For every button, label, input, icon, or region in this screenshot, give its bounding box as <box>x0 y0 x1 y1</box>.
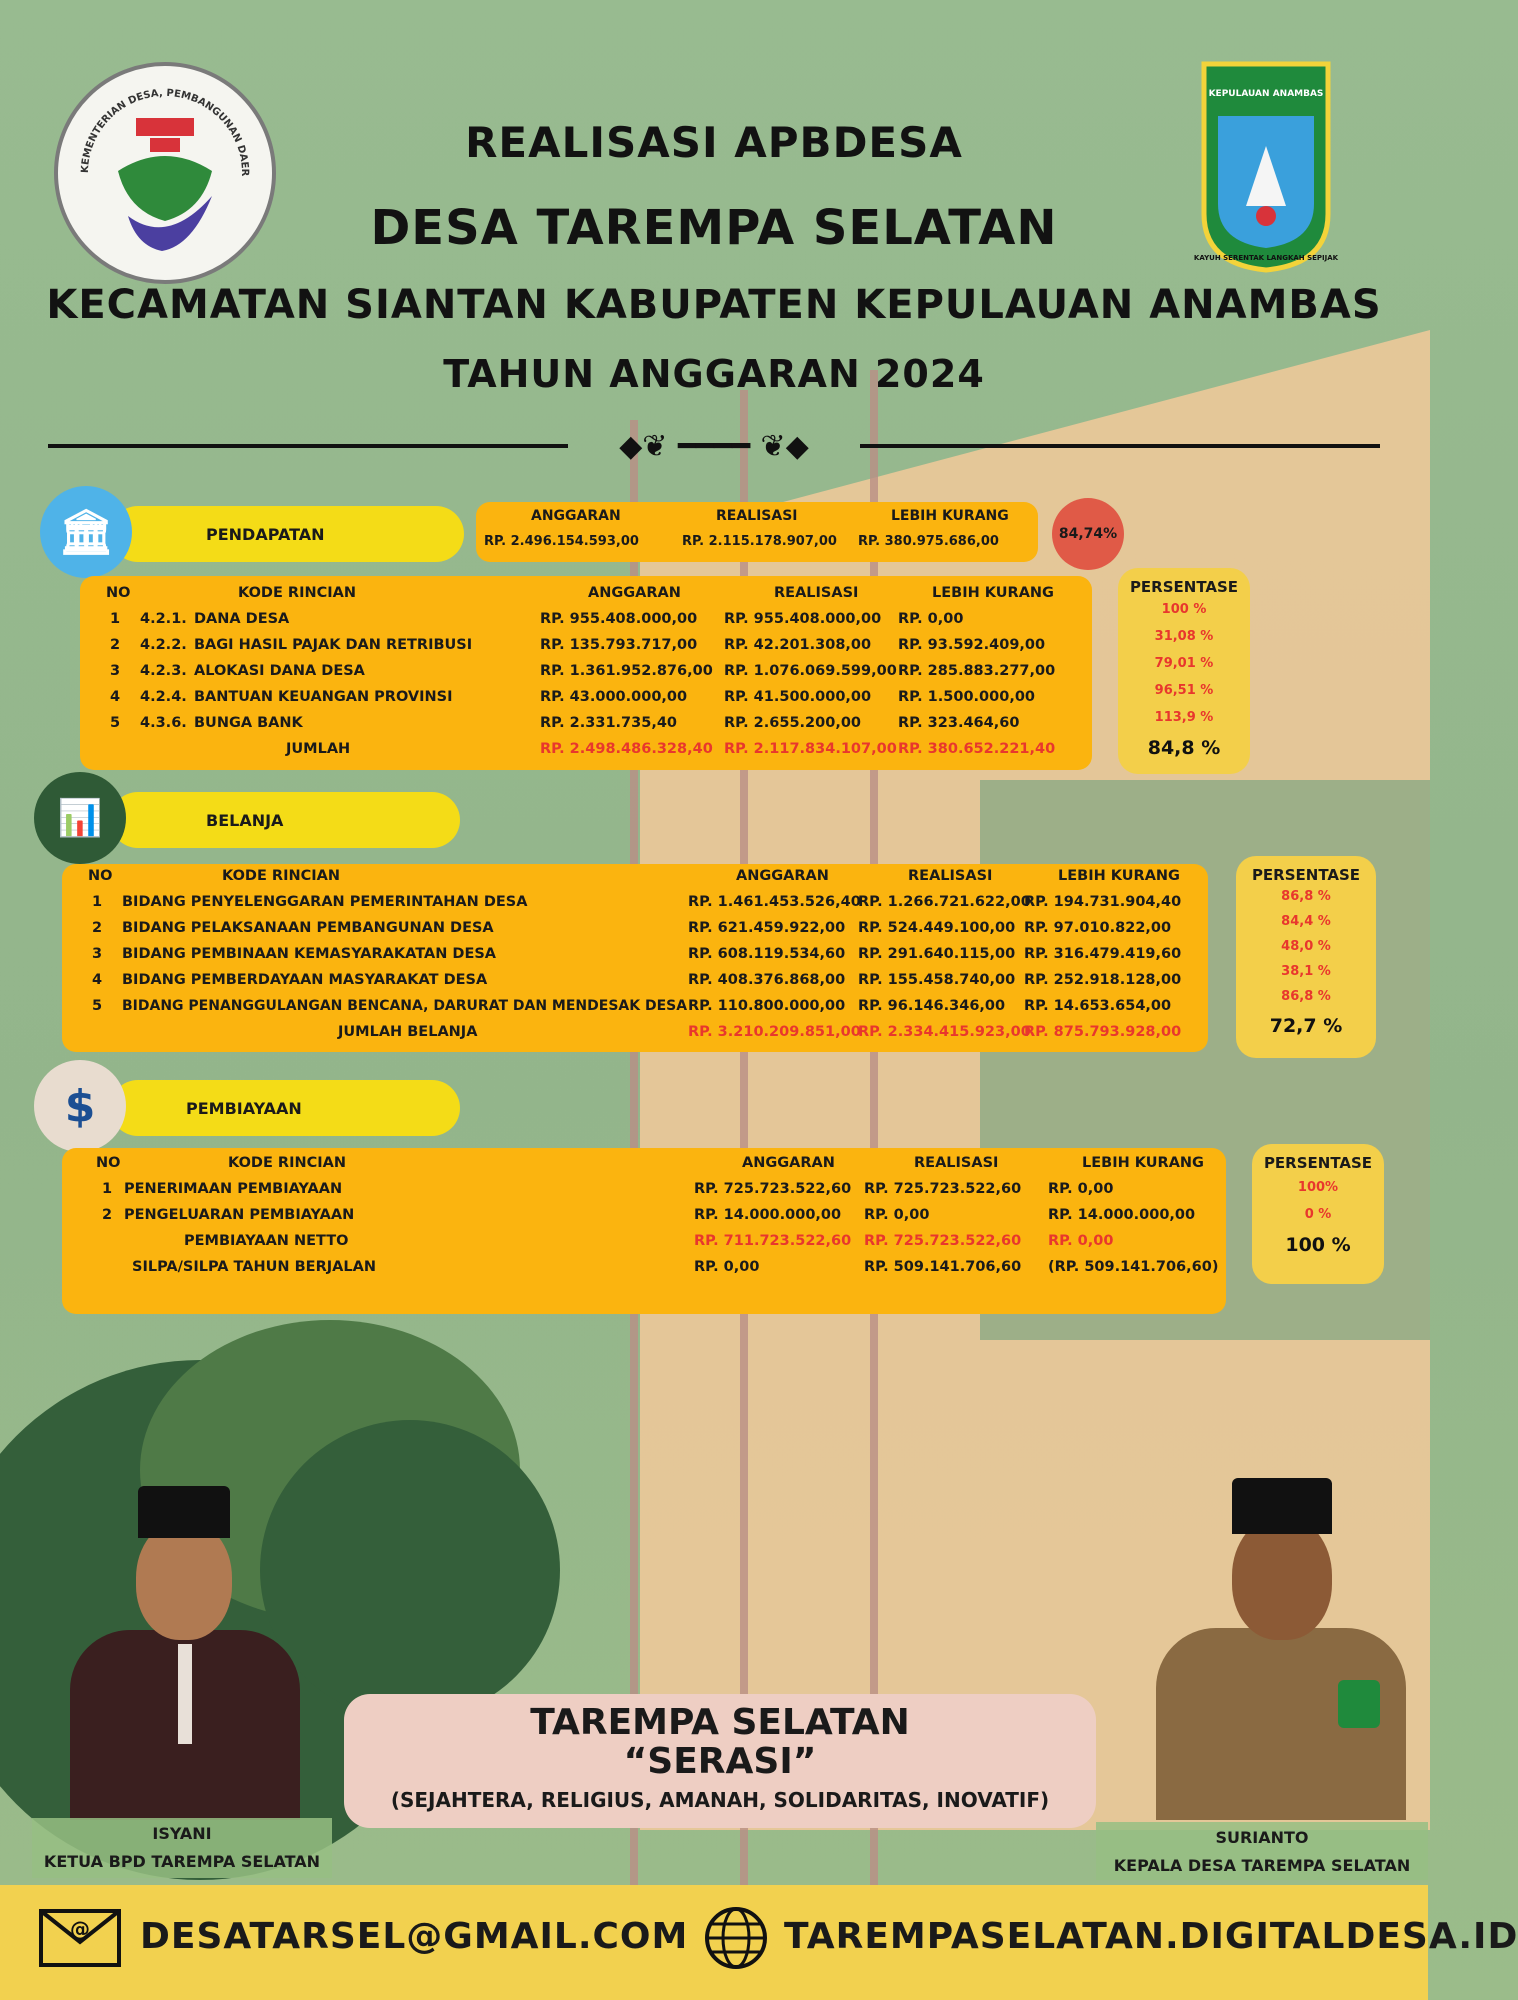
pendapatan-summary <box>476 502 1038 562</box>
pembiayaan-percentage-box <box>1252 1144 1384 1284</box>
row-no: 5 <box>110 715 121 731</box>
ketua-bpd-caption <box>32 1818 332 1878</box>
row-realisasi: RP. 42.201.308,00 <box>724 637 872 653</box>
row-realisasi: RP. 524.449.100,00 <box>858 920 1016 936</box>
row-nama: PENERIMAAN PEMBIAYAAN <box>124 1181 343 1197</box>
percentage-value: 0 % <box>1304 1207 1332 1222</box>
row-lebih: RP. 0,00 <box>1048 1181 1114 1197</box>
row-kode: 4.2.4. <box>140 689 187 705</box>
email-icon <box>38 1908 122 1968</box>
row-no: 1 <box>110 611 121 627</box>
table-row <box>80 606 1092 632</box>
col-realisasi: REALISASI <box>774 585 859 601</box>
percentage-value: 48,0 % <box>1281 939 1331 954</box>
row-nama: BIDANG PEMBERDAYAAN MASYARAKAT DESA <box>122 972 488 988</box>
table-row <box>62 889 1208 915</box>
table-row <box>80 658 1092 684</box>
total-realisasi: RP. 2.117.834.107,00 <box>724 741 897 757</box>
row-realisasi: RP. 1.266.721.622,00 <box>858 894 1031 910</box>
section-belanja-title: BELANJA <box>206 810 284 830</box>
table-row <box>62 1176 1226 1202</box>
table-row <box>80 632 1092 658</box>
total-label: JUMLAH BELANJA <box>338 1024 478 1040</box>
row-lebih: RP. 14.653.654,00 <box>1024 998 1172 1014</box>
motto-title: TAREMPA SELATAN <box>530 1702 910 1743</box>
row-anggaran: RP. 608.119.534,60 <box>688 946 846 962</box>
netto-anggaran: RP. 711.723.522,60 <box>694 1233 852 1249</box>
col-no: NO <box>96 1155 121 1171</box>
col-anggaran: ANGGARAN <box>588 585 681 601</box>
percentage-value: 86,8 % <box>1281 889 1331 904</box>
section-pembiayaan-header <box>110 1080 460 1136</box>
row-nama: BIDANG PENYELENGGARAN PEMERINTAHAN DESA <box>122 894 528 910</box>
row-anggaran: RP. 408.376.868,00 <box>688 972 846 988</box>
section-pendapatan-title: PENDAPATAN <box>206 524 325 544</box>
row-realisasi: RP. 155.458.740,00 <box>858 972 1016 988</box>
row-realisasi: RP. 41.500.000,00 <box>724 689 872 705</box>
total-label: JUMLAH <box>286 741 351 757</box>
col-anggaran: ANGGARAN <box>742 1155 835 1171</box>
belanja-table <box>62 863 1208 1045</box>
footer-email[interactable]: DESATARSEL@GMAIL.COM <box>140 1916 689 1957</box>
row-kode: 4.3.6. <box>140 715 187 731</box>
photo-kepala-desa <box>1140 1470 1420 1820</box>
col-kode: KODE RINCIAN <box>238 585 356 601</box>
netto-lebih: RP. 0,00 <box>1048 1233 1114 1249</box>
pendapatan-summary-percent: 84,74% <box>1052 498 1124 570</box>
table-total-row <box>80 736 1092 762</box>
total-realisasi: RP. 2.334.415.923,00 <box>858 1024 1031 1040</box>
row-anggaran: RP. 725.723.522,60 <box>694 1181 852 1197</box>
section-pendapatan-header <box>110 506 464 562</box>
row-lebih: RP. 285.883.277,00 <box>898 663 1056 679</box>
row-nama: BANTUAN KEUANGAN PROVINSI <box>194 689 453 705</box>
table-silpa-row <box>62 1254 1226 1280</box>
percentage-total: 72,7 % <box>1269 1015 1343 1037</box>
total-anggaran: RP. 3.210.209.851,00 <box>688 1024 861 1040</box>
percentage-value: 84,4 % <box>1281 914 1331 929</box>
col-no: NO <box>106 585 131 601</box>
percentage-total: 84,8 % <box>1147 737 1221 759</box>
table-row <box>80 684 1092 710</box>
globe-icon <box>704 1906 768 1970</box>
ketua-bpd-name: ISYANI <box>152 1824 212 1843</box>
row-nama: ALOKASI DANA DESA <box>194 663 365 679</box>
row-nama: BUNGA BANK <box>194 715 303 731</box>
table-total-row <box>62 1019 1208 1045</box>
silpa-label: SILPA/SILPA TAHUN BERJALAN <box>132 1259 376 1275</box>
pendapatan-percentage-box <box>1118 568 1250 774</box>
table-header-row <box>62 863 1208 889</box>
row-lebih: RP. 316.479.419,60 <box>1024 946 1182 962</box>
row-kode: 4.2.1. <box>140 611 187 627</box>
percentage-value: 113,9 % <box>1154 710 1214 725</box>
row-no: 2 <box>110 637 121 653</box>
silpa-anggaran: RP. 0,00 <box>694 1259 760 1275</box>
summary-lebih-value: RP. 380.975.686,00 <box>858 534 999 549</box>
pendapatan-table <box>80 580 1092 762</box>
row-nama: BIDANG PENANGGULANGAN BENCANA, DARURAT DAN MENDESAK DESA <box>122 998 688 1014</box>
row-nama: BIDANG PEMBINAAN KEMASYARAKATAN DESA <box>122 946 497 962</box>
anambas-logo-top-text: KEPULAUAN ANAMBAS <box>1208 89 1324 99</box>
silpa-lebih: (RP. 509.141.706,60) <box>1048 1259 1219 1275</box>
row-lebih: RP. 93.592.409,00 <box>898 637 1046 653</box>
percentage-value: 86,8 % <box>1281 989 1331 1004</box>
title-line-1: REALISASI APBDESA <box>465 118 963 167</box>
table-row <box>62 993 1208 1019</box>
summary-lebih-header: LEBIH KURANG <box>891 508 1009 524</box>
row-realisasi: RP. 955.408.000,00 <box>724 611 882 627</box>
netto-label: PEMBIAYAAN NETTO <box>184 1233 349 1249</box>
title-line-4: TAHUN ANGGARAN 2024 <box>443 352 985 396</box>
percentage-header: PERSENTASE <box>1263 1154 1373 1172</box>
col-no: NO <box>88 868 113 884</box>
percentage-total: 100 % <box>1285 1234 1351 1256</box>
motto-box <box>344 1694 1096 1828</box>
row-anggaran: RP. 43.000.000,00 <box>540 689 688 705</box>
row-kode: 4.2.2. <box>140 637 187 653</box>
dollar-hand-icon: $ <box>34 1060 126 1152</box>
footer-website[interactable]: TAREMPASELATAN.DIGITALDESA.ID <box>784 1916 1518 1957</box>
row-no: 4 <box>92 972 103 988</box>
table-row <box>62 915 1208 941</box>
col-anggaran: ANGGARAN <box>736 868 829 884</box>
col-lebih: LEBIH KURANG <box>932 585 1054 601</box>
col-kode: KODE RINCIAN <box>222 868 340 884</box>
row-lebih: RP. 0,00 <box>898 611 964 627</box>
netto-realisasi: RP. 725.723.522,60 <box>864 1233 1022 1249</box>
row-no: 1 <box>92 894 103 910</box>
row-no: 2 <box>102 1207 113 1223</box>
row-no: 1 <box>102 1181 113 1197</box>
row-anggaran: RP. 14.000.000,00 <box>694 1207 842 1223</box>
row-realisasi: RP. 1.076.069.599,00 <box>724 663 897 679</box>
row-realisasi: RP. 725.723.522,60 <box>864 1181 1022 1197</box>
kepala-desa-role: KEPALA DESA TAREMPA SELATAN <box>1113 1856 1411 1875</box>
percentage-value: 31,08 % <box>1154 629 1214 644</box>
motto-slogan: “SERASI” <box>623 1741 817 1782</box>
row-realisasi: RP. 0,00 <box>864 1207 930 1223</box>
belanja-percentage-box <box>1236 856 1376 1058</box>
row-no: 5 <box>92 998 103 1014</box>
total-anggaran: RP. 2.498.486.328,40 <box>540 741 713 757</box>
row-lebih: RP. 1.500.000,00 <box>898 689 1036 705</box>
motto-expansion: (SEJAHTERA, RELIGIUS, AMANAH, SOLIDARITAS, INOVATIF) <box>390 1788 1050 1812</box>
table-row <box>80 710 1092 736</box>
row-anggaran: RP. 1.361.952.876,00 <box>540 663 713 679</box>
row-no: 3 <box>110 663 121 679</box>
row-nama: PENGELUARAN PEMBIAYAAN <box>124 1207 355 1223</box>
row-lebih: RP. 97.010.822,00 <box>1024 920 1172 936</box>
percentage-value: 100% <box>1297 1180 1339 1195</box>
summary-realisasi-value: RP. 2.115.178.907,00 <box>682 534 837 549</box>
percentage-header: PERSENTASE <box>1129 578 1239 596</box>
row-nama: DANA DESA <box>194 611 290 627</box>
photo-ketua-bpd <box>50 1480 320 1820</box>
row-anggaran: RP. 135.793.717,00 <box>540 637 698 653</box>
silpa-realisasi: RP. 509.141.706,60 <box>864 1259 1022 1275</box>
pembiayaan-table <box>62 1150 1226 1280</box>
col-lebih: LEBIH KURANG <box>1082 1155 1204 1171</box>
row-realisasi: RP. 2.655.200,00 <box>724 715 862 731</box>
title-line-3: KECAMATAN SIANTAN KABUPATEN KEPULAUAN ANAMBAS <box>46 282 1382 328</box>
percentage-header: PERSENTASE <box>1251 866 1361 884</box>
row-kode: 4.2.3. <box>140 663 187 679</box>
total-lebih: RP. 380.652.221,40 <box>898 741 1056 757</box>
row-lebih: RP. 14.000.000,00 <box>1048 1207 1196 1223</box>
table-row <box>62 967 1208 993</box>
table-row <box>62 941 1208 967</box>
col-lebih: LEBIH KURANG <box>1058 868 1180 884</box>
row-nama: BAGI HASIL PAJAK DAN RETRIBUSI <box>194 637 473 653</box>
row-no: 4 <box>110 689 121 705</box>
percentage-value: 79,01 % <box>1154 656 1214 671</box>
kepala-desa-caption <box>1096 1822 1428 1880</box>
table-header-row <box>62 1150 1226 1176</box>
bank-icon: 🏛 <box>40 486 132 578</box>
row-nama: BIDANG PELAKSANAAN PEMBANGUNAN DESA <box>122 920 494 936</box>
summary-realisasi-header: REALISASI <box>716 508 798 524</box>
summary-anggaran-value: RP. 2.496.154.593,00 <box>484 534 639 549</box>
col-realisasi: REALISASI <box>908 868 993 884</box>
col-realisasi: REALISASI <box>914 1155 999 1171</box>
row-anggaran: RP. 621.459.922,00 <box>688 920 846 936</box>
title-line-2: DESA TAREMPA SELATAN <box>370 200 1058 256</box>
ketua-bpd-role: KETUA BPD TAREMPA SELATAN <box>43 1852 321 1871</box>
percentage-value: 96,51 % <box>1154 683 1214 698</box>
row-realisasi: RP. 291.640.115,00 <box>858 946 1016 962</box>
summary-anggaran-header: ANGGARAN <box>531 508 621 524</box>
row-lebih: RP. 252.918.128,00 <box>1024 972 1182 988</box>
svg-text:@: @ <box>70 1917 90 1941</box>
section-belanja-header <box>110 792 460 848</box>
row-realisasi: RP. 96.146.346,00 <box>858 998 1006 1014</box>
kepala-desa-name: SURIANTO <box>1215 1828 1309 1847</box>
kemendesa-logo-text: KEMENTERIAN DESA, PEMBANGUNAN DAER <box>79 87 251 177</box>
divider-ornament: ◆❦ ━━━━ ❦◆ <box>619 429 809 464</box>
table-header-row <box>80 580 1092 606</box>
row-anggaran: RP. 1.461.453.526,40 <box>688 894 861 910</box>
table-row <box>62 1202 1226 1228</box>
percentage-value: 100 % <box>1161 602 1207 617</box>
total-lebih: RP. 875.793.928,00 <box>1024 1024 1182 1040</box>
row-lebih: RP. 323.464,60 <box>898 715 1020 731</box>
shopping-chart-icon: 📊 <box>34 772 126 864</box>
percentage-value: 38,1 % <box>1281 964 1331 979</box>
row-anggaran: RP. 955.408.000,00 <box>540 611 698 627</box>
col-kode: KODE RINCIAN <box>228 1155 346 1171</box>
section-pembiayaan-title: PEMBIAYAAN <box>186 1098 302 1118</box>
table-netto-row <box>62 1228 1226 1254</box>
anambas-logo-motto: KAYUH SERENTAK LANGKAH SEPIJAK <box>1193 254 1339 262</box>
row-anggaran: RP. 2.331.735,40 <box>540 715 678 731</box>
row-lebih: RP. 194.731.904,40 <box>1024 894 1182 910</box>
row-no: 2 <box>92 920 103 936</box>
row-anggaran: RP. 110.800.000,00 <box>688 998 846 1014</box>
row-no: 3 <box>92 946 103 962</box>
